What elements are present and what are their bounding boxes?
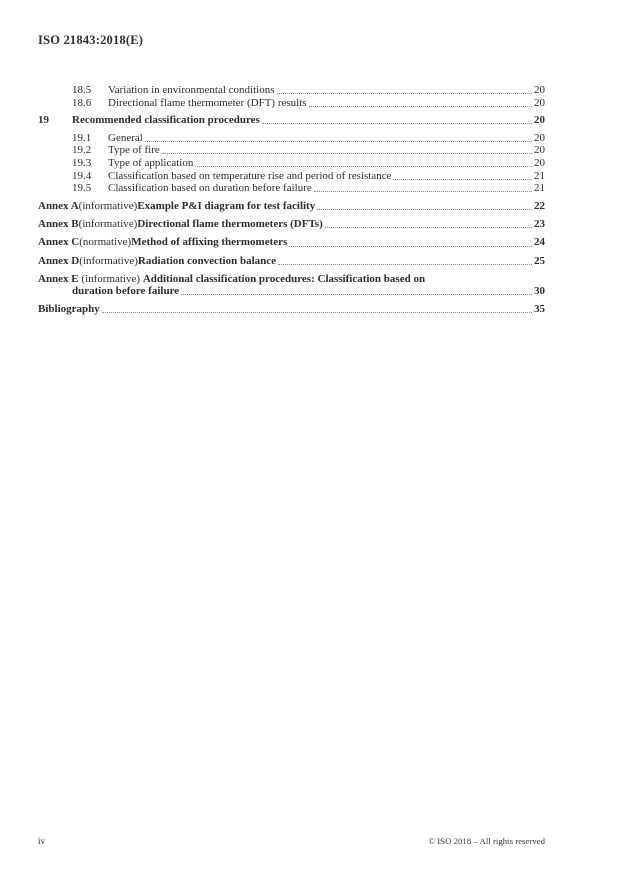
toc-entry-number: 19 xyxy=(38,114,49,127)
toc-entry-19-5[interactable] xyxy=(38,182,545,195)
copyright-notice: © ISO 2018 – All rights reserved xyxy=(428,836,545,846)
toc-leader-dots xyxy=(393,179,532,180)
toc-entry-title: Method of affixing thermometers xyxy=(131,236,288,249)
toc-entry-page: 21 xyxy=(534,182,545,195)
toc-entry-19-2[interactable] xyxy=(38,144,545,157)
toc-entry-19-4[interactable] xyxy=(38,170,545,183)
toc-entry-18-5[interactable] xyxy=(38,84,545,97)
toc-entry-18-6[interactable] xyxy=(38,97,545,110)
toc-leader-dots xyxy=(181,294,532,295)
toc-entry-number: 19.4 xyxy=(72,169,92,182)
toc-entry-title: Variation in environmental conditions xyxy=(108,84,275,96)
toc-annex-qualifier: (normative) xyxy=(79,236,132,249)
toc-annex-qualifier: (informative) xyxy=(78,218,138,231)
toc-entry-page: 35 xyxy=(534,303,545,316)
toc-entry-page: 20 xyxy=(534,156,545,169)
toc-entry-annex-b[interactable] xyxy=(38,218,545,231)
document-header: ISO 21843:2018(E) xyxy=(38,33,144,47)
toc-entry-number: 19.1 xyxy=(72,131,92,144)
toc-entry-annex-e[interactable] xyxy=(38,273,545,298)
toc-entry-page: 20 xyxy=(534,131,545,144)
toc-leader-dots xyxy=(162,153,532,154)
toc-annex-label: Annex E xyxy=(38,272,79,285)
toc-leader-dots xyxy=(195,166,532,167)
toc-entry-page: 23 xyxy=(534,218,545,231)
toc-entry-title: Type of fire xyxy=(108,144,160,157)
toc-entry-title: Classification based on duration before failure xyxy=(108,182,312,195)
toc-entry-page: 24 xyxy=(534,236,545,249)
toc-entry-19-1[interactable] xyxy=(38,132,545,145)
toc-entry-number: 19.5 xyxy=(72,182,92,195)
toc-entry-title: Additional classification procedures: Classification based on xyxy=(142,272,426,285)
toc-annex-qualifier: (informative) xyxy=(78,200,138,213)
toc-leader-dots xyxy=(317,209,532,210)
toc-annex-label: Annex A xyxy=(38,200,79,213)
table-of-contents xyxy=(38,84,545,316)
toc-entry-number: 19.2 xyxy=(72,144,92,157)
toc-leader-dots xyxy=(325,227,532,228)
toc-leader-dots xyxy=(102,312,532,313)
toc-leader-dots xyxy=(277,93,533,94)
toc-entry-19[interactable] xyxy=(38,114,545,127)
toc-leader-dots xyxy=(278,264,532,265)
toc-entry-bibliography[interactable] xyxy=(38,303,545,316)
toc-entry-title: Classification based on temperature rise and period of resistance xyxy=(108,169,392,182)
toc-leader-dots xyxy=(314,191,532,192)
toc-entry-title: General xyxy=(108,131,143,144)
toc-entry-page: 20 xyxy=(534,96,545,109)
toc-entry-page: 25 xyxy=(534,254,545,267)
toc-entry-page: 21 xyxy=(534,169,545,182)
toc-annex-qualifier: (informative) xyxy=(78,272,143,285)
toc-entry-title: Type of application xyxy=(108,156,194,169)
toc-entry-annex-d[interactable] xyxy=(38,255,545,268)
toc-entry-title: Example P&I diagram for test facility xyxy=(137,200,316,213)
document-footer xyxy=(38,836,545,846)
toc-entry-title: Directional flame thermometer (DFT) results xyxy=(108,96,307,109)
toc-annex-label: Annex B xyxy=(38,218,79,231)
toc-entry-number: 19.3 xyxy=(72,156,92,169)
toc-leader-dots xyxy=(289,246,532,247)
toc-entry-19-3[interactable] xyxy=(38,157,545,170)
toc-entry-page: 30 xyxy=(534,285,545,298)
toc-annex-label: Annex D xyxy=(38,254,80,267)
toc-entry-title-continued: duration before failure xyxy=(72,285,180,298)
toc-entry-title: Bibliography xyxy=(38,303,100,316)
toc-entry-page: 20 xyxy=(534,114,545,127)
toc-entry-line2 xyxy=(38,285,545,298)
toc-entry-annex-a[interactable] xyxy=(38,200,545,213)
toc-entry-annex-c[interactable] xyxy=(38,236,545,249)
toc-entry-page: 20 xyxy=(534,84,545,96)
toc-entry-title: Radiation convection balance xyxy=(137,254,277,267)
toc-leader-dots xyxy=(309,106,532,107)
toc-leader-dots xyxy=(145,141,532,142)
toc-entry-page: 22 xyxy=(534,200,545,213)
toc-entry-number: 18.5 xyxy=(72,84,92,96)
toc-entry-title: Recommended classification procedures xyxy=(72,114,260,127)
toc-entry-title: Directional flame thermometers (DFTs) xyxy=(137,218,323,231)
page-number-roman: iv xyxy=(38,836,46,846)
toc-entry-line1 xyxy=(38,273,545,286)
toc-entry-page: 20 xyxy=(534,144,545,157)
toc-annex-label: Annex C xyxy=(38,236,80,249)
toc-leader-dots xyxy=(262,123,532,124)
toc-annex-qualifier: (informative) xyxy=(79,254,138,267)
toc-entry-number: 18.6 xyxy=(72,96,92,109)
